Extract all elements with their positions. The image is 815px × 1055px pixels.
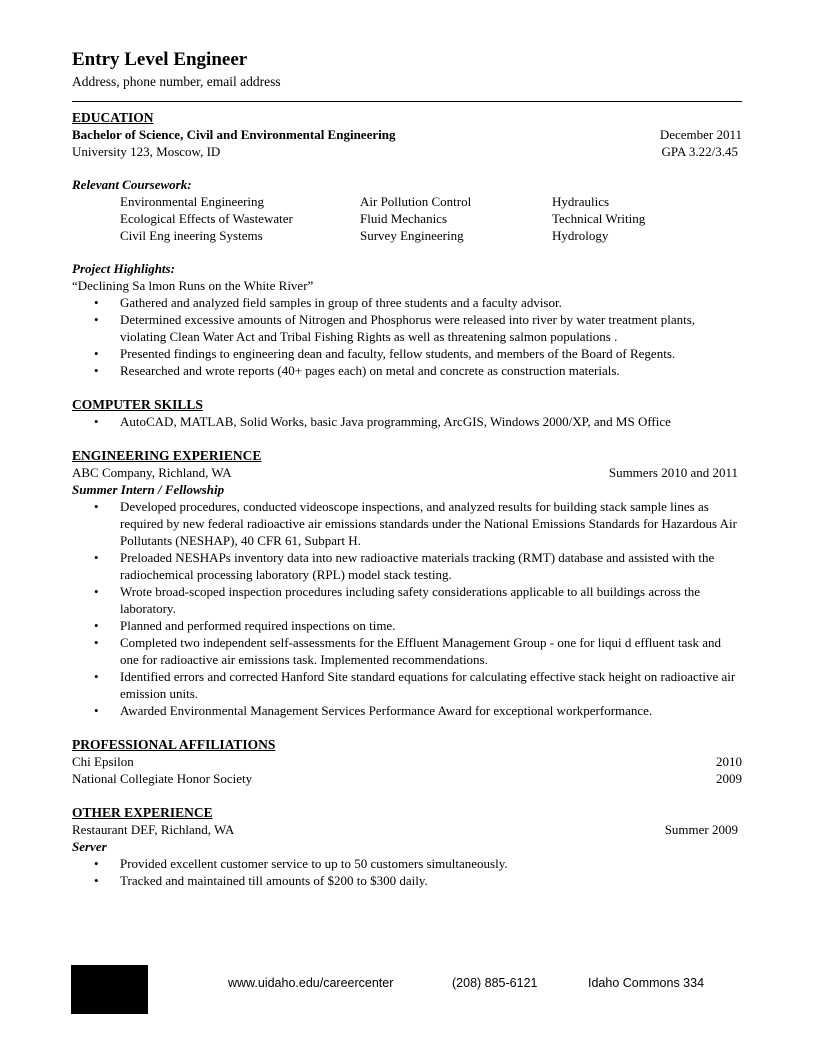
contact-line: Address, phone number, email address [72,74,281,89]
candidate-name: Entry Level Engineer [72,49,248,70]
school-name: University 123, Moscow, ID [72,144,221,159]
list-item: • Gathered and analyzed field samples in group of three students and a faculty advisor. [72,294,742,311]
list-item: • Identified errors and corrected Hanford Site standard equations for calculating effective stack height on radioactive air emission units. [72,668,742,702]
course-item: Hydrology [552,228,609,243]
course-item: Ecological Effects of Wastewater [120,211,293,226]
affiliation-year: 2010 [716,754,742,769]
list-item: • Provided excellent customer service to up to 50 customers simultaneously. [72,855,742,872]
header-divider [72,101,742,102]
course-item: Survey Engineering [360,228,464,243]
list-item: • Awarded Environmental Management Services Performance Award for exceptional workperformance. [72,702,742,719]
list-item: • Researched and wrote reports (40+ pages each) on metal and concrete as construction materials. [72,362,742,379]
list-item: • Wrote broad-scoped inspection procedures including safety considerations applicable to all buildings across the laboratory. [72,583,742,617]
education-heading: EDUCATION [72,110,154,125]
affiliation-row [72,753,742,770]
projects-label: Project Highlights: [72,261,175,276]
course-item: Civil Eng ineering Systems [120,228,263,243]
degree-row [72,126,742,143]
other-company: Restaurant DEF, Richland, WA [72,822,235,837]
list-item: • Presented findings to engineering dean and faculty, fellow students, and members of the Board of Regents. [72,345,742,362]
course-item: Technical Writing [552,211,646,226]
affiliations-heading: PROFESSIONAL AFFILIATIONS [72,737,276,752]
list-item: • Preloaded NESHAPs inventory data into new radioactive materials tracking (RMT) database and assisted with the radiochemical processing laboratory (RPL) model stack testing. [72,549,742,583]
affiliation-name: National Collegiate Honor Society [72,771,253,786]
list-item: • Completed two independent self-assessments for the Effluent Management Group - one for liqui d effluent task and one for radioactive air emissions task. Implemented recommendations. [72,634,742,668]
footer-phone: (208) 885-6121 [452,976,538,990]
course-item: Air Pollution Control [360,194,472,209]
experience-role: Summer Intern / Fellowship [72,482,225,497]
experience-dates: Summers 2010 and 2011 [608,465,738,480]
computer-skills-heading: COMPUTER SKILLS [72,397,203,412]
experience-company: ABC Company, Richland, WA [72,465,232,480]
school-row [72,143,742,160]
resume-page [72,48,742,889]
experience-heading: ENGINEERING EXPERIENCE [72,448,262,463]
list-item: • Determined excessive amounts of Nitrogen and Phosphorus were released into river by water treatment plants, violating Clean Water Act and Tribal Fishing Rights as well as threatening salmon populations . [72,311,742,345]
skills-bullets [72,413,742,430]
degree-title: Bachelor of Science, Civil and Environmental Engineering [72,127,396,142]
other-experience-heading: OTHER EXPERIENCE [72,805,213,820]
coursework-label: Relevant Coursework: [72,177,192,192]
affiliation-row [72,770,742,787]
coursework-grid [120,193,742,244]
experience-company-row [72,464,742,481]
course-item: Environmental Engineering [120,194,265,209]
footer [0,965,815,1015]
other-bullets [72,855,742,889]
experience-bullets [72,498,742,719]
footer-url[interactable]: www.uidaho.edu/careercenter [228,976,394,990]
list-item: • Planned and performed required inspections on time. [72,617,742,634]
other-dates: Summer 2009 [664,822,738,837]
project-title: “Declining Sa lmon Runs on the White River” [72,278,314,293]
career-center-logo [71,965,148,1014]
affiliation-name: Chi Epsilon [72,754,134,769]
list-item: • Tracked and maintained till amounts of $200 to $300 daily. [72,872,742,889]
course-item: Hydraulics [552,194,610,209]
gpa-value: GPA 3.22/3.45 [661,144,738,159]
other-role: Server [72,839,107,854]
course-item: Fluid Mechanics [360,211,448,226]
degree-date: December 2011 [659,127,742,142]
list-item: • AutoCAD, MATLAB, Solid Works, basic Java programming, ArcGIS, Windows 2000/XP, and MS Office [72,413,742,430]
affiliation-year: 2009 [716,771,742,786]
project-bullets [72,294,742,379]
list-item: • Developed procedures, conducted videoscope inspections, and analyzed results for building stack sample lines as required by new federal radioactive air emissions standards under the National Emissions Standards for Hazardous Air Pollutants (NESHAP), 40 CFR 61, Subpart H. [72,498,742,549]
other-company-row [72,821,742,838]
footer-location: Idaho Commons 334 [588,976,705,990]
